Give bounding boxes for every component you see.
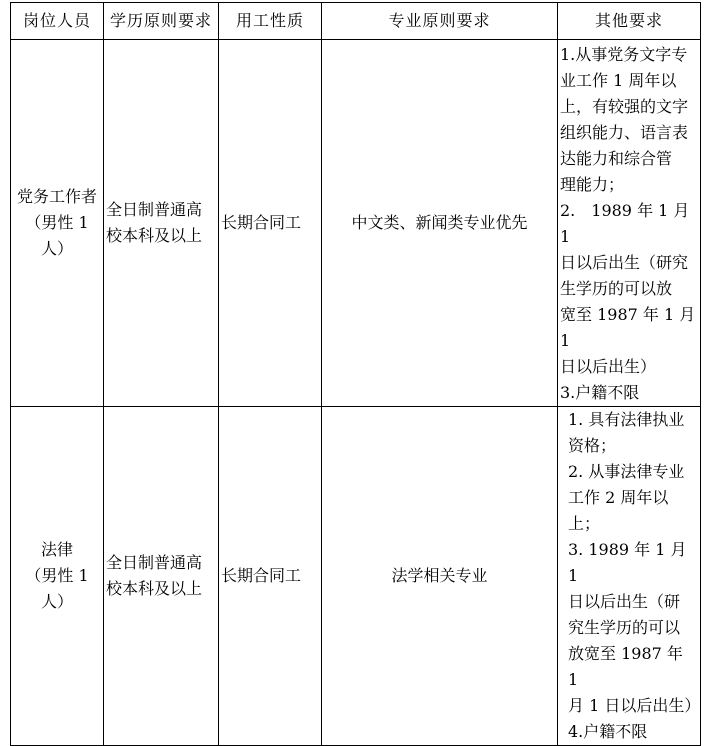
- employment-cell: 长期合同工: [219, 407, 322, 746]
- requirement-line: 4.户籍不限: [568, 722, 648, 741]
- position-cell: [11, 407, 104, 746]
- position-cell: [11, 40, 104, 407]
- header-row: [11, 3, 701, 40]
- requirement-line: 达能力和综合管: [560, 149, 673, 168]
- requirement-line: 日以后出生）: [560, 357, 657, 376]
- requirements-table: [10, 2, 701, 746]
- requirement-line: 工作 2 周年以上；: [568, 488, 669, 533]
- requirement-line: 2. 1989 年 1 月 1: [560, 201, 690, 246]
- header-position: 岗位人员: [11, 3, 104, 40]
- table-row: [11, 407, 701, 746]
- requirement-line: 2. 从事法律专业: [568, 462, 685, 481]
- education-cell: [104, 407, 219, 746]
- requirement-line: 理能力；: [560, 175, 625, 194]
- header-major: 专业原则要求: [322, 3, 558, 40]
- education-line: 校本科及以上: [106, 579, 203, 598]
- requirement-line: 3. 1989 年 1 月 1: [568, 540, 687, 585]
- requirement-line: 上，有较强的文字: [560, 97, 689, 116]
- requirement-line: 组织能力、语言表: [560, 123, 689, 142]
- education-line: 全日制普通高: [106, 200, 203, 219]
- header-other: 其他要求: [558, 3, 701, 40]
- requirement-line: 究生学历的可以: [568, 618, 681, 637]
- requirement-line: 业工作 1 周年以: [560, 71, 677, 90]
- major-cell: 法学相关专业: [322, 407, 558, 746]
- requirements-cell: [558, 407, 701, 746]
- requirement-line: 日以后出生（研: [568, 592, 681, 611]
- position-line: （男性 1: [25, 566, 89, 585]
- position-line: 人）: [40, 239, 73, 258]
- requirement-line: 3.户籍不限: [560, 383, 640, 402]
- requirement-line: 生学历的可以放: [560, 279, 673, 298]
- position-line: 法律: [40, 540, 73, 559]
- education-line: 全日制普通高: [106, 553, 203, 572]
- requirement-line: 月 1 日以后出生）: [568, 696, 701, 715]
- employment-cell: 长期合同工: [219, 40, 322, 407]
- requirement-line: 放宽至 1987 年 1: [568, 644, 683, 689]
- education-line: 校本科及以上: [106, 226, 203, 245]
- requirement-line: 1. 具有法律执业: [568, 410, 685, 429]
- header-employment: 用工性质: [219, 3, 322, 40]
- requirement-line: 日以后出生（研究: [560, 253, 689, 272]
- requirement-line: 宽至 1987 年 1 月 1: [560, 305, 696, 350]
- header-education: 学历原则要求: [104, 3, 219, 40]
- position-line: （男性 1: [25, 213, 89, 232]
- table-row: [11, 40, 701, 407]
- major-cell: 中文类、新闻类专业优先: [322, 40, 558, 407]
- requirement-line: 资格；: [568, 436, 617, 455]
- education-cell: [104, 40, 219, 407]
- position-line: 人）: [40, 592, 73, 611]
- position-line: 党务工作者: [16, 187, 97, 206]
- requirement-line: 1.从事党务文字专: [560, 45, 688, 64]
- requirements-cell: [558, 40, 701, 407]
